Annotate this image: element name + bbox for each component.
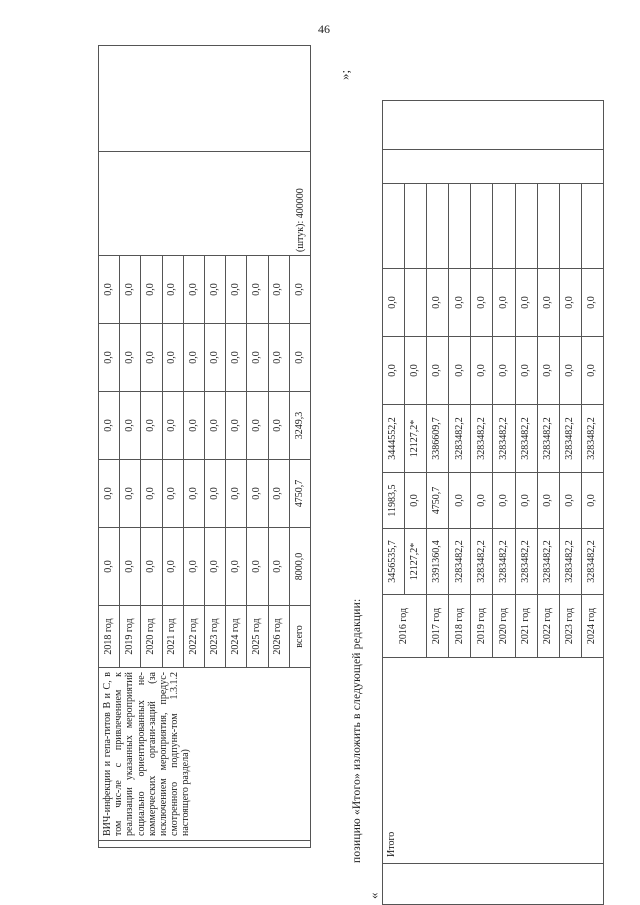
table2-value-cell: 0,0 (581, 337, 603, 405)
table2-value-cell: 0,0 (537, 269, 559, 337)
table1-year-cell: 2026 год (268, 606, 289, 668)
table1-value-cell: 0,0 (120, 392, 141, 460)
table2-edge-cell (383, 864, 604, 905)
table2-value-cell: 3456535,7 (383, 529, 405, 595)
table2-value-cell: 4750,7 (427, 473, 449, 529)
table1-value-cell: 0,0 (99, 324, 120, 392)
table1-value-cell: 0,0 (204, 392, 225, 460)
table1-value-cell: 0,0 (204, 528, 225, 606)
program-table-fragment (98, 45, 311, 848)
table1-value-cell: 0,0 (162, 324, 183, 392)
table1-description: ВИЧ-инфекции и гепа-титов В и С, в том чис-ле с привлечением к реализации указанных мероприятий социально ориентированных не-коммерческих органи-заций (за исключением мероприятия, предус-смотренного подпунк-том 1.3.1.2 настоящего раздела) (99, 668, 311, 841)
table2-value-cell: 3283482,2 (581, 405, 603, 473)
table1-value-cell: 0,0 (99, 460, 120, 528)
table1-edge-cell (99, 841, 311, 848)
table1-value-cell: 0,0 (99, 392, 120, 460)
table2-value-cell: 0,0 (559, 473, 581, 529)
table1-value-cell: 0,0 (226, 324, 247, 392)
table2-value-cell: 0,0 (383, 269, 405, 337)
table2-year-cell: 2020 год (493, 595, 515, 658)
table1-year-cell: 2024 год (226, 606, 247, 668)
table1-value-cell: 0,0 (289, 324, 310, 392)
table2-value-cell: 0,0 (581, 269, 603, 337)
table2-value-cell: 0,0 (471, 337, 493, 405)
table1-year-cell: 2020 год (141, 606, 162, 668)
table1-value-cell: 0,0 (141, 324, 162, 392)
table1-value-cell: 0,0 (141, 528, 162, 606)
table2-empty-cell (383, 184, 405, 269)
table1-value-cell: 0,0 (120, 256, 141, 324)
table2-value-cell: 0,0 (493, 473, 515, 529)
table1-value-cell: 0,0 (162, 392, 183, 460)
instruction-text: позицию «Итого» изложить в следующей редакции: (351, 598, 363, 863)
table1-value-cell: 0,0 (289, 256, 310, 324)
table2-value-cell: 0,0 (449, 269, 471, 337)
table2-empty-cell (405, 184, 427, 269)
opening-quote: « (366, 892, 381, 899)
table1-value-cell: 0,0 (268, 392, 289, 460)
table2-value-cell: 0,0 (493, 337, 515, 405)
table2-value-cell: 0,0 (493, 269, 515, 337)
table1-year-cell: 2018 год (99, 606, 120, 668)
table2-value-cell: 3283482,2 (493, 529, 515, 595)
table2-year-cell: 2023 год (559, 595, 581, 658)
table1-value-cell: 0,0 (120, 460, 141, 528)
table1-value-cell: 0,0 (204, 256, 225, 324)
table1-value-cell: 0,0 (183, 256, 204, 324)
table2-year-cell: 2021 год (515, 595, 537, 658)
table1-value-cell: 0,0 (247, 460, 268, 528)
table1-value-cell: 0,0 (204, 460, 225, 528)
table1-value-cell: 0,0 (183, 324, 204, 392)
table2-empty-cell (537, 184, 559, 269)
table2-value-cell: 11983,5 (383, 473, 405, 529)
table2-value-cell: 3283482,2 (493, 405, 515, 473)
table2-value-cell: 3283482,2 (559, 405, 581, 473)
table1-value-cell: 0,0 (162, 528, 183, 606)
table2-empty-cell (493, 184, 515, 269)
table1-year-cell: 2021 год (162, 606, 183, 668)
table2-value-cell: 0,0 (515, 473, 537, 529)
table2-value-cell: 3444552,2 (383, 405, 405, 473)
table2-value-cell: 12127,2* (405, 529, 427, 595)
table2-year-cell: 2018 год (449, 595, 471, 658)
table2-value-cell: 0,0 (515, 337, 537, 405)
table2-year-cell: 2019 год (471, 595, 493, 658)
table2-value-cell: 0,0 (471, 473, 493, 529)
table1-value-cell: 0,0 (268, 324, 289, 392)
table1-year-cell: 2025 год (247, 606, 268, 668)
table1-value-cell: 0,0 (99, 256, 120, 324)
table2-value-cell: 3283482,2 (515, 405, 537, 473)
table2-value-cell: 0,0 (427, 269, 449, 337)
table1-year-cell: 2022 год (183, 606, 204, 668)
table1-value-cell: 0,0 (247, 528, 268, 606)
table2-value-cell: 0,0 (405, 473, 427, 529)
table2-value-cell: 0,0 (383, 337, 405, 405)
table1-value-cell: 4750,7 (289, 460, 310, 528)
table2-value-cell: 0,0 (449, 337, 471, 405)
table2-value-cell: 0,0 (449, 473, 471, 529)
table2-empty-cell (427, 184, 449, 269)
table2-row (383, 101, 405, 905)
table2-value-cell: 3283482,2 (471, 529, 493, 595)
table1-value-cell: 0,0 (247, 324, 268, 392)
table1-value-cell: 0,0 (226, 392, 247, 460)
table2-value-cell: 3283482,2 (581, 529, 603, 595)
table1-value-cell: 0,0 (247, 392, 268, 460)
table2-empty-cell (383, 101, 604, 150)
table2-empty-cell (383, 150, 604, 184)
table1-value-cell: 8000,0 (289, 528, 310, 606)
table2-year-cell: 2016 год (383, 595, 427, 658)
table1-value-cell: 0,0 (268, 256, 289, 324)
table1-unit-note: (штук): 400000 (99, 152, 311, 256)
table1-value-cell: 0,0 (226, 460, 247, 528)
closing-quote: »; (337, 69, 352, 80)
table2-value-cell: 3283482,2 (449, 529, 471, 595)
table1-value-cell: 0,0 (120, 324, 141, 392)
table1-value-cell: 0,0 (268, 460, 289, 528)
table2-empty-cell (449, 184, 471, 269)
table1-value-cell: 0,0 (183, 392, 204, 460)
table2-empty-cell (405, 269, 427, 337)
table2-body (383, 101, 604, 905)
table1-value-cell: 0,0 (141, 392, 162, 460)
table2-value-cell: 0,0 (581, 473, 603, 529)
table2-value-cell: 0,0 (405, 337, 427, 405)
table2-value-cell: 0,0 (427, 337, 449, 405)
table2-value-cell: 12127,2* (405, 405, 427, 473)
table2-value-cell: 0,0 (537, 473, 559, 529)
table2-value-cell: 0,0 (537, 337, 559, 405)
table2-empty-cell (515, 184, 537, 269)
table1-value-cell: 0,0 (268, 528, 289, 606)
table2-value-cell: 0,0 (559, 337, 581, 405)
page-number: 46 (318, 22, 330, 36)
table2-year-cell: 2022 год (537, 595, 559, 658)
table2-value-cell: 3391360,4 (427, 529, 449, 595)
table1-value-cell: 0,0 (226, 528, 247, 606)
table1-value-cell: 0,0 (183, 528, 204, 606)
table1-value-cell: 3249,3 (289, 392, 310, 460)
table1-body (99, 46, 311, 848)
table1-value-cell: 0,0 (162, 460, 183, 528)
table1-year-cell: 2019 год (120, 606, 141, 668)
table1-year-cell: 2023 год (204, 606, 225, 668)
table2-empty-cell (559, 184, 581, 269)
table1-row (99, 46, 120, 848)
table1-value-cell: 0,0 (141, 460, 162, 528)
table2-value-cell: 3283482,2 (537, 405, 559, 473)
table2-value-cell: 3283482,2 (537, 529, 559, 595)
table1-value-cell: 0,0 (99, 528, 120, 606)
table2-empty-cell (581, 184, 603, 269)
table2-value-cell: 0,0 (515, 269, 537, 337)
table1-empty-cell (99, 46, 311, 152)
table1-value-cell: 0,0 (204, 324, 225, 392)
table2-value-cell: 0,0 (559, 269, 581, 337)
table2-value-cell: 3386609,7 (427, 405, 449, 473)
table2-value-cell: 3283482,2 (449, 405, 471, 473)
table1-value-cell: 0,0 (247, 256, 268, 324)
table2-year-cell: 2024 год (581, 595, 603, 658)
table2-itogo-label: Итого (383, 658, 604, 864)
table2-value-cell: 0,0 (471, 269, 493, 337)
table2-value-cell: 3283482,2 (515, 529, 537, 595)
table2-value-cell: 3283482,2 (471, 405, 493, 473)
table1-value-cell: 0,0 (183, 460, 204, 528)
itogo-table (382, 100, 604, 905)
table1-value-cell: 0,0 (141, 256, 162, 324)
table1-value-cell: 0,0 (120, 528, 141, 606)
table1-year-cell: всего (289, 606, 310, 668)
table2-value-cell: 3283482,2 (559, 529, 581, 595)
table2-year-cell: 2017 год (427, 595, 449, 658)
table2-empty-cell (471, 184, 493, 269)
table1-value-cell: 0,0 (162, 256, 183, 324)
table1-value-cell: 0,0 (226, 256, 247, 324)
